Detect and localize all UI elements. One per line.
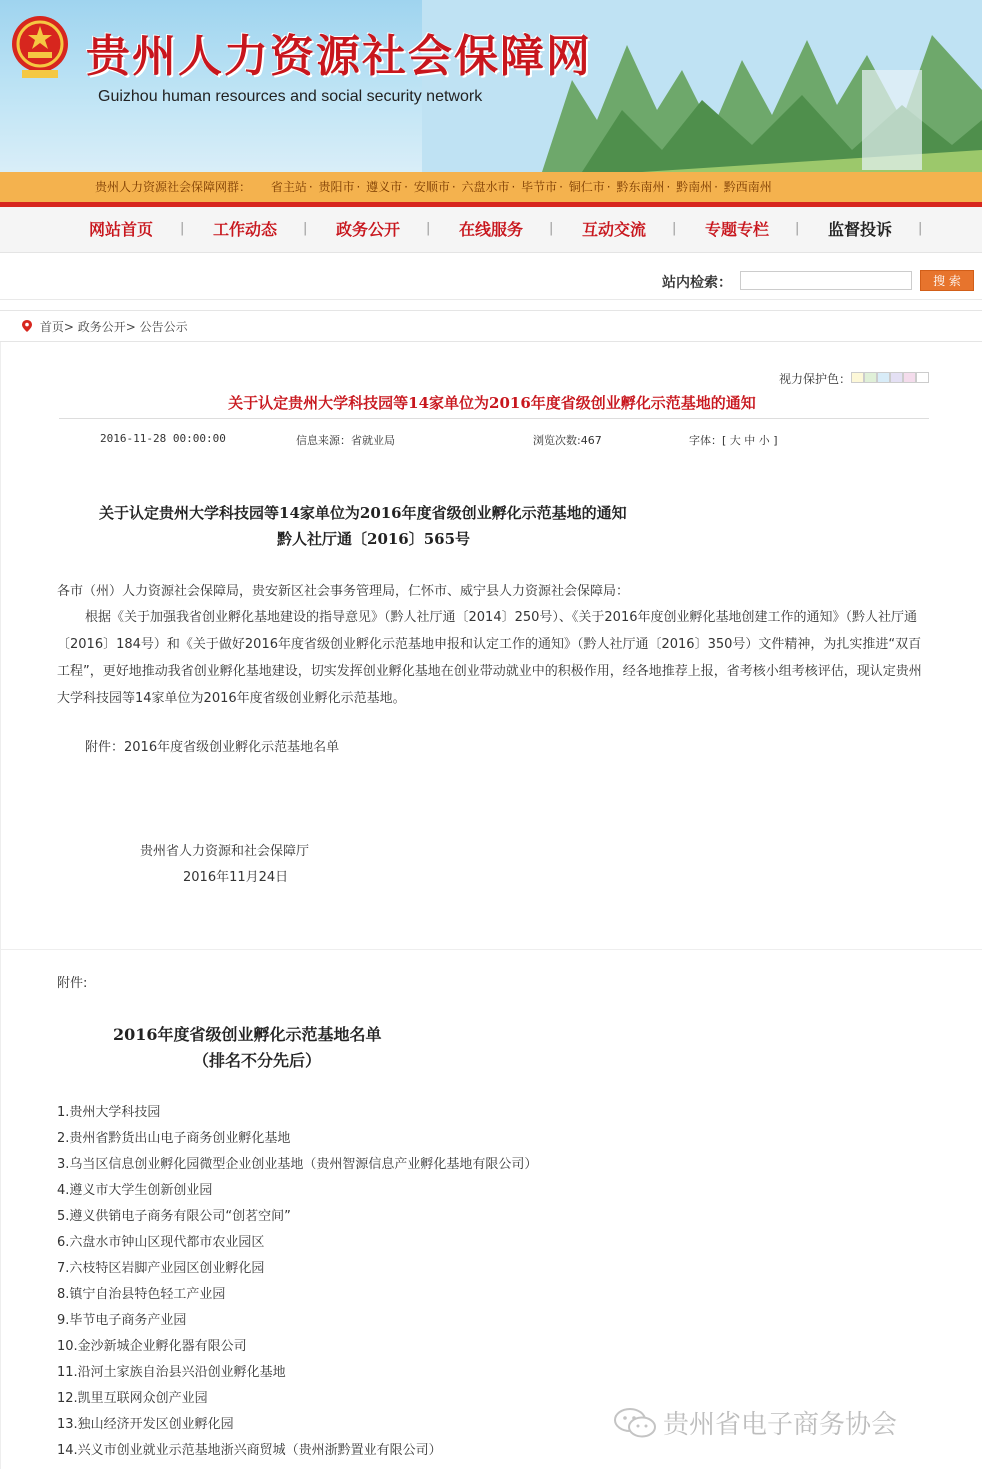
site-group-bar: 贵州人力资源社会保障网群： 省主站 · 贵阳市 · 遵义市 · 安顺市 · 六盘水市 · 毕节市 · 铜仁市 · 黔东南州 · 黔南州 · 黔西南州 bbox=[0, 172, 982, 202]
list-item: 4.遵义市大学生创新创业园 bbox=[57, 1183, 213, 1198]
site-group-link[interactable]: 黔西南州 bbox=[723, 180, 772, 194]
list-item: 10.金沙新城企业孵化器有限公司 bbox=[57, 1339, 247, 1354]
color-swatch[interactable] bbox=[851, 372, 864, 383]
list-item: 8.镇宁自治县特色轻工产业园 bbox=[57, 1287, 226, 1302]
site-subtitle: Guizhou human resources and social security network bbox=[98, 88, 483, 105]
info-source: 信息来源：省就业局 bbox=[296, 434, 395, 447]
article-content bbox=[0, 342, 982, 1469]
list-item: 9.毕节电子商务产业园 bbox=[57, 1313, 187, 1328]
attachment-label: 附件: bbox=[57, 976, 88, 991]
site-group-link[interactable]: 黔南州 bbox=[676, 180, 713, 194]
site-group-link[interactable]: 铜仁市 bbox=[568, 180, 605, 194]
color-swatch[interactable] bbox=[916, 372, 929, 383]
watermark bbox=[613, 1404, 897, 1441]
list-item: 6.六盘水市钟山区现代都市农业园区 bbox=[57, 1235, 265, 1250]
watermark-text: 贵州省电子商务协会 bbox=[663, 1410, 898, 1440]
nav-separator: | bbox=[549, 221, 554, 236]
color-swatch[interactable] bbox=[864, 372, 877, 383]
base-list bbox=[57, 1100, 537, 1464]
nav-separator: | bbox=[180, 221, 185, 236]
greeting: 各市（州）人力资源社会保障局，贵安新区社会事务管理局，仁怀市、威宁县人力资源社会保障局： bbox=[57, 584, 630, 599]
article-title: 关于认定贵州大学科技园等14家单位为2016年度省级创业孵化示范基地的通知 bbox=[228, 394, 756, 412]
list-item: 1.贵州大学科技园 bbox=[57, 1105, 161, 1120]
publish-date: 2016-11-28 00:00:00 bbox=[100, 432, 226, 445]
title-divider bbox=[59, 418, 929, 419]
site-group-link[interactable]: 贵阳市 bbox=[318, 180, 355, 194]
site-group-link[interactable]: 黔东南州 bbox=[616, 180, 665, 194]
list-item: 12.凯里互联网众创产业园 bbox=[57, 1391, 208, 1406]
nav-separator: | bbox=[795, 221, 800, 236]
nav-gov-affairs[interactable]: 政务公开 bbox=[336, 220, 401, 239]
breadcrumb bbox=[0, 310, 982, 342]
list-item: 3.乌当区信息创业孵化园微型企业创业基地（贵州智源信息产业孵化基地有限公司） bbox=[57, 1157, 538, 1172]
list-item: 14.兴义市创业就业示范基地浙兴商贸城（贵州浙黔置业有限公司） bbox=[57, 1443, 442, 1458]
nav-home[interactable]: 网站首页 bbox=[89, 220, 154, 239]
search-input[interactable] bbox=[740, 271, 912, 290]
site-group-link[interactable]: 毕节市 bbox=[521, 180, 558, 194]
color-swatch[interactable] bbox=[877, 372, 890, 383]
list-subtitle: （排名不分先后） bbox=[193, 1051, 322, 1070]
nav-separator: | bbox=[918, 221, 923, 236]
nav-separator: | bbox=[303, 221, 308, 236]
font-size-control[interactable]: 字体：[ 大 中 小 ] bbox=[689, 434, 778, 447]
list-item: 13.独山经济开发区创业孵化园 bbox=[57, 1417, 234, 1432]
site-banner bbox=[0, 0, 982, 172]
list-item: 11.沿河土家族自治县兴沿创业孵化基地 bbox=[57, 1365, 286, 1380]
signature-org: 贵州省人力资源和社会保障厅 bbox=[140, 844, 310, 859]
signature-date: 2016年11月24日 bbox=[183, 870, 289, 885]
search-button[interactable]: 搜 索 bbox=[920, 270, 974, 291]
color-swatch[interactable] bbox=[890, 372, 903, 383]
breadcrumb-text[interactable]: 首页> 政务公开> 公告公示 bbox=[39, 320, 188, 334]
national-emblem-icon bbox=[8, 10, 72, 82]
nav-online-service[interactable]: 在线服务 bbox=[459, 220, 524, 239]
nav-special-topics[interactable]: 专题专栏 bbox=[705, 220, 770, 239]
site-group-link[interactable]: 遵义市 bbox=[366, 180, 403, 194]
list-item: 7.六枝特区岩脚产业园区创业孵化园 bbox=[57, 1261, 265, 1276]
document-heading: 关于认定贵州大学科技园等14家单位为2016年度省级创业孵化示范基地的通知 bbox=[99, 504, 627, 522]
location-pin-icon bbox=[22, 320, 32, 332]
nav-interaction[interactable]: 互动交流 bbox=[582, 220, 647, 239]
eye-protection-label: 视力保护色： bbox=[779, 372, 852, 386]
search-label: 站内检索： bbox=[662, 275, 732, 291]
document-number: 黔人社厅通〔2016〕565号 bbox=[277, 530, 471, 548]
nav-supervision[interactable]: 监督投诉 bbox=[828, 220, 893, 239]
nav-separator: | bbox=[426, 221, 431, 236]
list-title: 2016年度省级创业孵化示范基地名单 bbox=[113, 1025, 382, 1044]
site-group-link[interactable]: 省主站 bbox=[270, 180, 307, 194]
site-group-link[interactable]: 六盘水市 bbox=[461, 180, 510, 194]
nav-separator: | bbox=[672, 221, 677, 236]
site-group-link[interactable]: 安顺市 bbox=[413, 180, 450, 194]
list-item: 5.遵义供销电子商务有限公司“创茗空间” bbox=[57, 1209, 291, 1224]
body-paragraph: 根据《关于加强我省创业孵化基地建设的指导意见》（黔人社厅通〔2014〕250号）、《关于2016年度创业孵化基地创建工作的通知》（黔人社厅通〔2016〕184号）和《关于做好2016年度省级创业孵化示范基地申报和认定工作的通知》（黔人社厅通〔2016〕350号）文件精神，为扎实推进“双百工程”，更好地推动我省创业孵化基地建设，切实发挥创业孵化基地在创业带动就业中的积极作用，经各地推荐上报，省考核小组考核评估，现认定贵州大学科技园等14家单位为2016年度省级创业孵化示范基地。 bbox=[57, 610, 922, 706]
nav-work-news[interactable]: 工作动态 bbox=[213, 220, 278, 239]
attachment-line: 附件：2016年度省级创业孵化示范基地名单 bbox=[85, 740, 340, 755]
view-count: 浏览次数:467 bbox=[533, 434, 602, 447]
search-bar bbox=[0, 254, 982, 300]
site-title: 贵州人力资源社会保障网 bbox=[86, 31, 592, 82]
color-swatch[interactable] bbox=[903, 372, 916, 383]
list-item: 2.贵州省黔货出山电子商务创业孵化基地 bbox=[57, 1131, 291, 1146]
site-group-label: 贵州人力资源社会保障网群： bbox=[95, 180, 252, 194]
eye-protection-swatches bbox=[851, 372, 929, 383]
wechat-icon bbox=[613, 1407, 657, 1439]
main-nav bbox=[0, 207, 982, 253]
section-divider bbox=[1, 949, 982, 950]
